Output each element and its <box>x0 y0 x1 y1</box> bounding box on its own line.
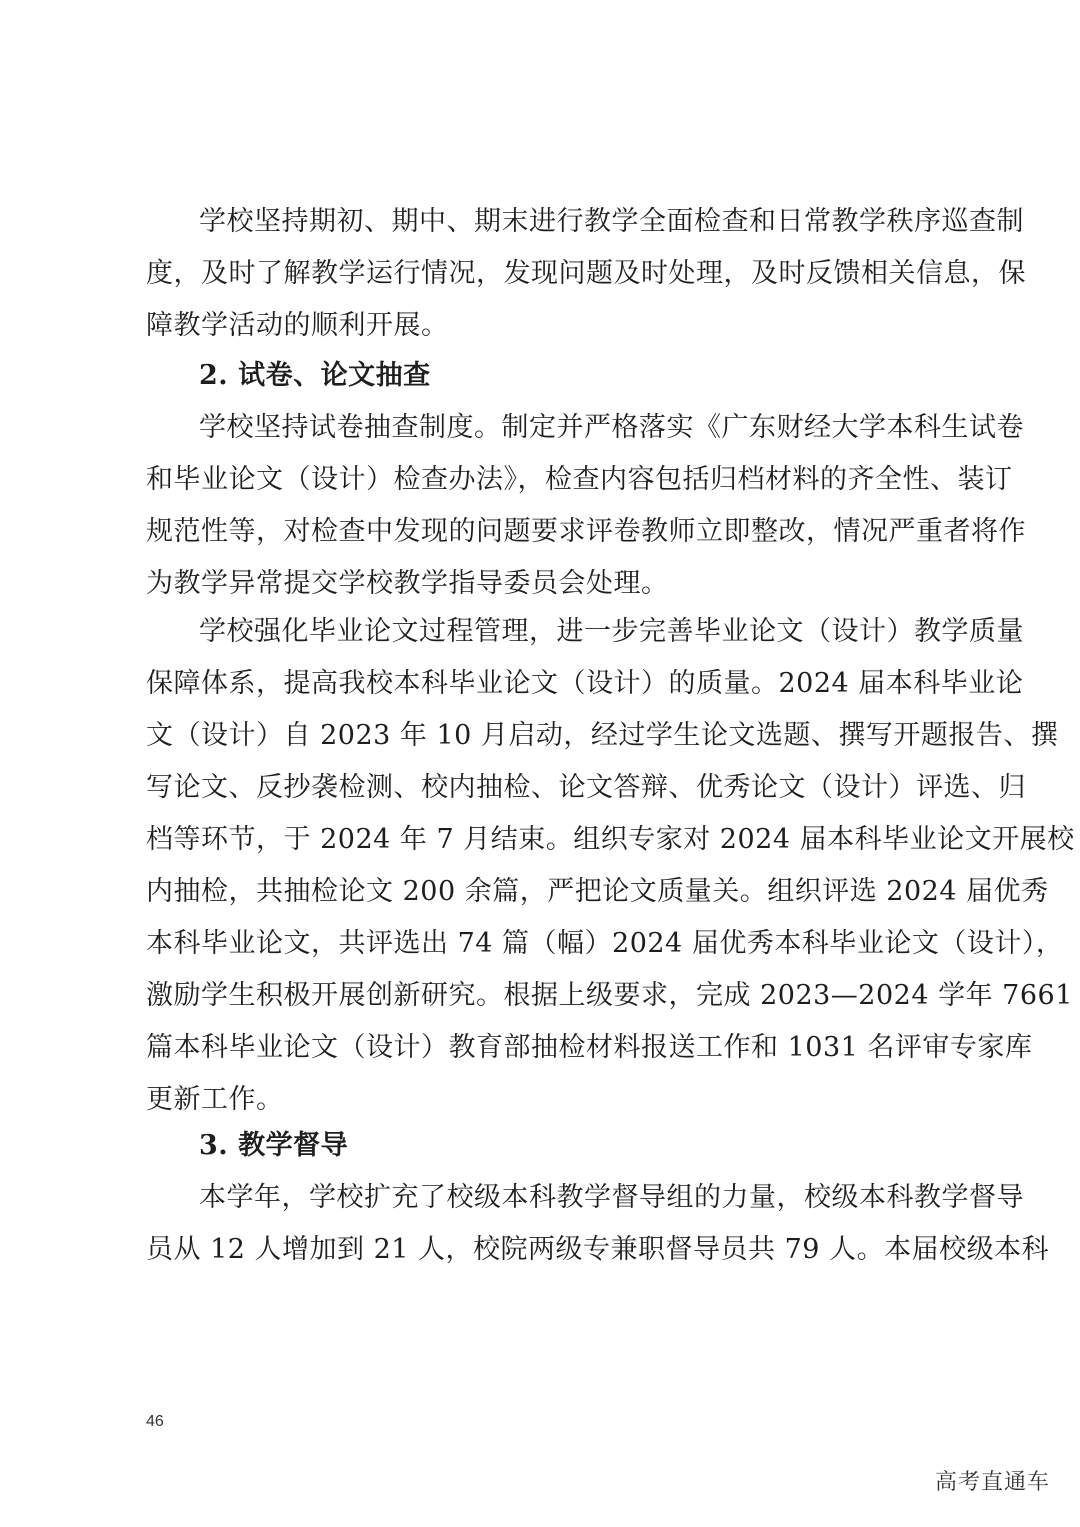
paragraph-4-line-2: 员从 12 人增加到 21 人，校院两级专兼职督导员共 79 人。本届校级本科 <box>146 1234 1050 1265</box>
paragraph-2-line-1: 学校坚持试卷抽查制度。制定并严格落实《广东财经大学本科生试卷 <box>199 412 1024 443</box>
paragraph-3-line-2: 保障体系，提高我校本科毕业论文（设计）的质量。2024 届本科毕业论 <box>146 668 1024 699</box>
paragraph-3-line-5: 档等环节，于 2024 年 7 月结束。组织专家对 2024 届本科毕业论文开展校 <box>146 824 1075 855</box>
paragraph-1-line-1: 学校坚持期初、期中、期末进行教学全面检查和日常教学秩序巡查制 <box>199 206 1024 237</box>
paragraph-3-line-4: 写论文、反抄袭检测、校内抽检、论文答辩、优秀论文（设计）评选、归 <box>146 772 1026 803</box>
paragraph-3-line-6: 内抽检，共抽检论文 200 余篇，严把论文质量关。组织评选 2024 届优秀 <box>146 876 1049 907</box>
paragraph-1-line-3: 障教学活动的顺利开展。 <box>146 310 449 341</box>
paragraph-2-line-3: 规范性等，对检查中发现的问题要求评卷教师立即整改，情况严重者将作 <box>146 516 1026 547</box>
paragraph-3-line-3: 文（设计）自 2023 年 10 月启动，经过学生论文选题、撰写开题报告、撰 <box>146 720 1059 751</box>
page-number: 46 <box>146 1413 164 1430</box>
paragraph-4-line-1: 本学年，学校扩充了校级本科教学督导组的力量，校级本科教学督导 <box>199 1182 1024 1213</box>
paragraph-1-line-2: 度，及时了解教学运行情况，发现问题及时处理，及时反馈相关信息，保 <box>146 258 1026 289</box>
watermark-text: 高考直通车 <box>934 1470 1050 1495</box>
paragraph-3-line-1: 学校强化毕业论文过程管理，进一步完善毕业论文（设计）教学质量 <box>199 616 1024 647</box>
section-heading-2: 2. 试卷、论文抽查 <box>199 360 431 391</box>
paragraph-2-line-2: 和毕业论文（设计）检查办法》，检查内容包括归档材料的齐全性、装订 <box>146 464 1013 495</box>
section-heading-3: 3. 教学督导 <box>199 1130 349 1161</box>
paragraph-3-line-9: 篇本科毕业论文（设计）教育部抽检材料报送工作和 1031 名评审专家库 <box>146 1032 1033 1063</box>
paragraph-3-line-8: 激励学生积极开展创新研究。根据上级要求，完成 2023—2024 学年 7661 <box>146 980 1073 1011</box>
paragraph-3-line-7: 本科毕业论文，共评选出 74 篇（幅）2024 届优秀本科毕业论文（设计）， <box>146 928 1064 959</box>
paragraph-3-line-10: 更新工作。 <box>146 1084 284 1115</box>
paragraph-2-line-4: 为教学异常提交学校教学指导委员会处理。 <box>146 568 669 599</box>
